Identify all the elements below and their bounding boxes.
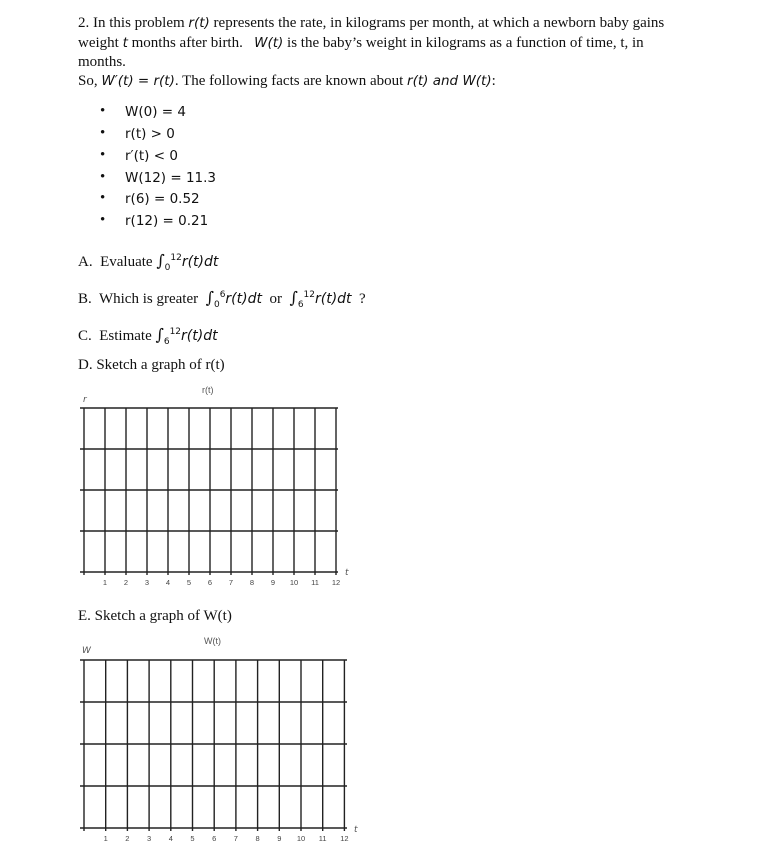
fact-item: W(12) = 11.3 — [125, 170, 217, 186]
x-tick-label: 5 — [186, 578, 192, 587]
fact-item: r(6) = 0.52 — [125, 191, 200, 207]
x-tick-label: 8 — [249, 578, 255, 587]
x-tick-label: 6 — [212, 834, 217, 843]
bullet: • — [100, 125, 106, 141]
x-tick-label: 11 — [318, 834, 327, 843]
problem-line-4: So, W′(t) = r(t). The following facts are known about r(t) and W(t): — [78, 73, 496, 89]
x-tick-label: 7 — [228, 578, 234, 587]
part-c: C. Estimate $\int_6^{12}r(t)dt$ — [78, 325, 218, 347]
x-tick-label: 11 — [311, 578, 319, 587]
x-tick-label: 10 — [296, 834, 306, 843]
x-tick-label: 3 — [147, 834, 152, 843]
problem-line-3: months. — [78, 54, 126, 70]
fact-item: r(12) = 0.21 — [125, 213, 209, 229]
graph-w-x-label: t — [354, 825, 358, 835]
x-tick-label: 9 — [277, 834, 282, 843]
graph-w-grid[interactable] — [80, 660, 347, 831]
x-tick-label: 2 — [125, 834, 130, 843]
x-tick-label: 8 — [255, 834, 260, 843]
graph-r-title: r(t) — [202, 385, 214, 395]
x-tick-label: 3 — [144, 578, 150, 587]
x-tick-label: 5 — [190, 834, 195, 843]
graph-w-title: W(t) — [204, 636, 221, 646]
part-b: B. Which is greater $\int_0^6r(t)dt$ or $\int_6^{12}r(t)dt$ ? — [78, 288, 366, 310]
x-tick-label: 6 — [207, 578, 213, 587]
bullet: • — [100, 190, 106, 206]
x-tick-label: 7 — [233, 834, 238, 843]
fact-item: r′(t) < 0 — [125, 148, 178, 164]
problem-line-1: 2. In this problem r(t) represents the rate, in kilograms per month, at which a newborn baby gains — [78, 15, 665, 31]
graph-r-grid[interactable] — [80, 408, 338, 575]
x-tick-label: 12 — [331, 578, 341, 587]
fact-item: r(t) > 0 — [125, 126, 175, 142]
x-tick-label: 1 — [102, 578, 108, 587]
x-tick-label: 12 — [340, 834, 349, 843]
part-a: A. Evaluate $\int_0^{12}r(t)dt$ — [78, 251, 219, 273]
fact-item: W(0) = 4 — [125, 104, 186, 120]
bullet: • — [100, 103, 106, 119]
part-d: D. Sketch a graph of r(t) — [78, 357, 225, 373]
x-tick-label: 10 — [289, 578, 299, 587]
x-tick-label: 4 — [165, 578, 171, 587]
x-tick-label: 9 — [270, 578, 276, 587]
bullet: • — [100, 212, 106, 228]
x-tick-label: 1 — [103, 834, 108, 843]
bullet: • — [100, 169, 106, 185]
x-tick-label: 2 — [123, 578, 129, 587]
graph-w-y-label: W — [82, 646, 91, 656]
graph-r-x-label: t — [345, 568, 349, 578]
graph-r-y-label: r — [83, 395, 87, 405]
x-tick-label: 4 — [168, 834, 173, 843]
problem-line-2: weight t months after birth. W(t) is the baby’s weight in kilograms as a function of time, t, in — [78, 35, 644, 51]
bullet: • — [100, 147, 106, 163]
part-e: E. Sketch a graph of W(t) — [78, 608, 232, 624]
